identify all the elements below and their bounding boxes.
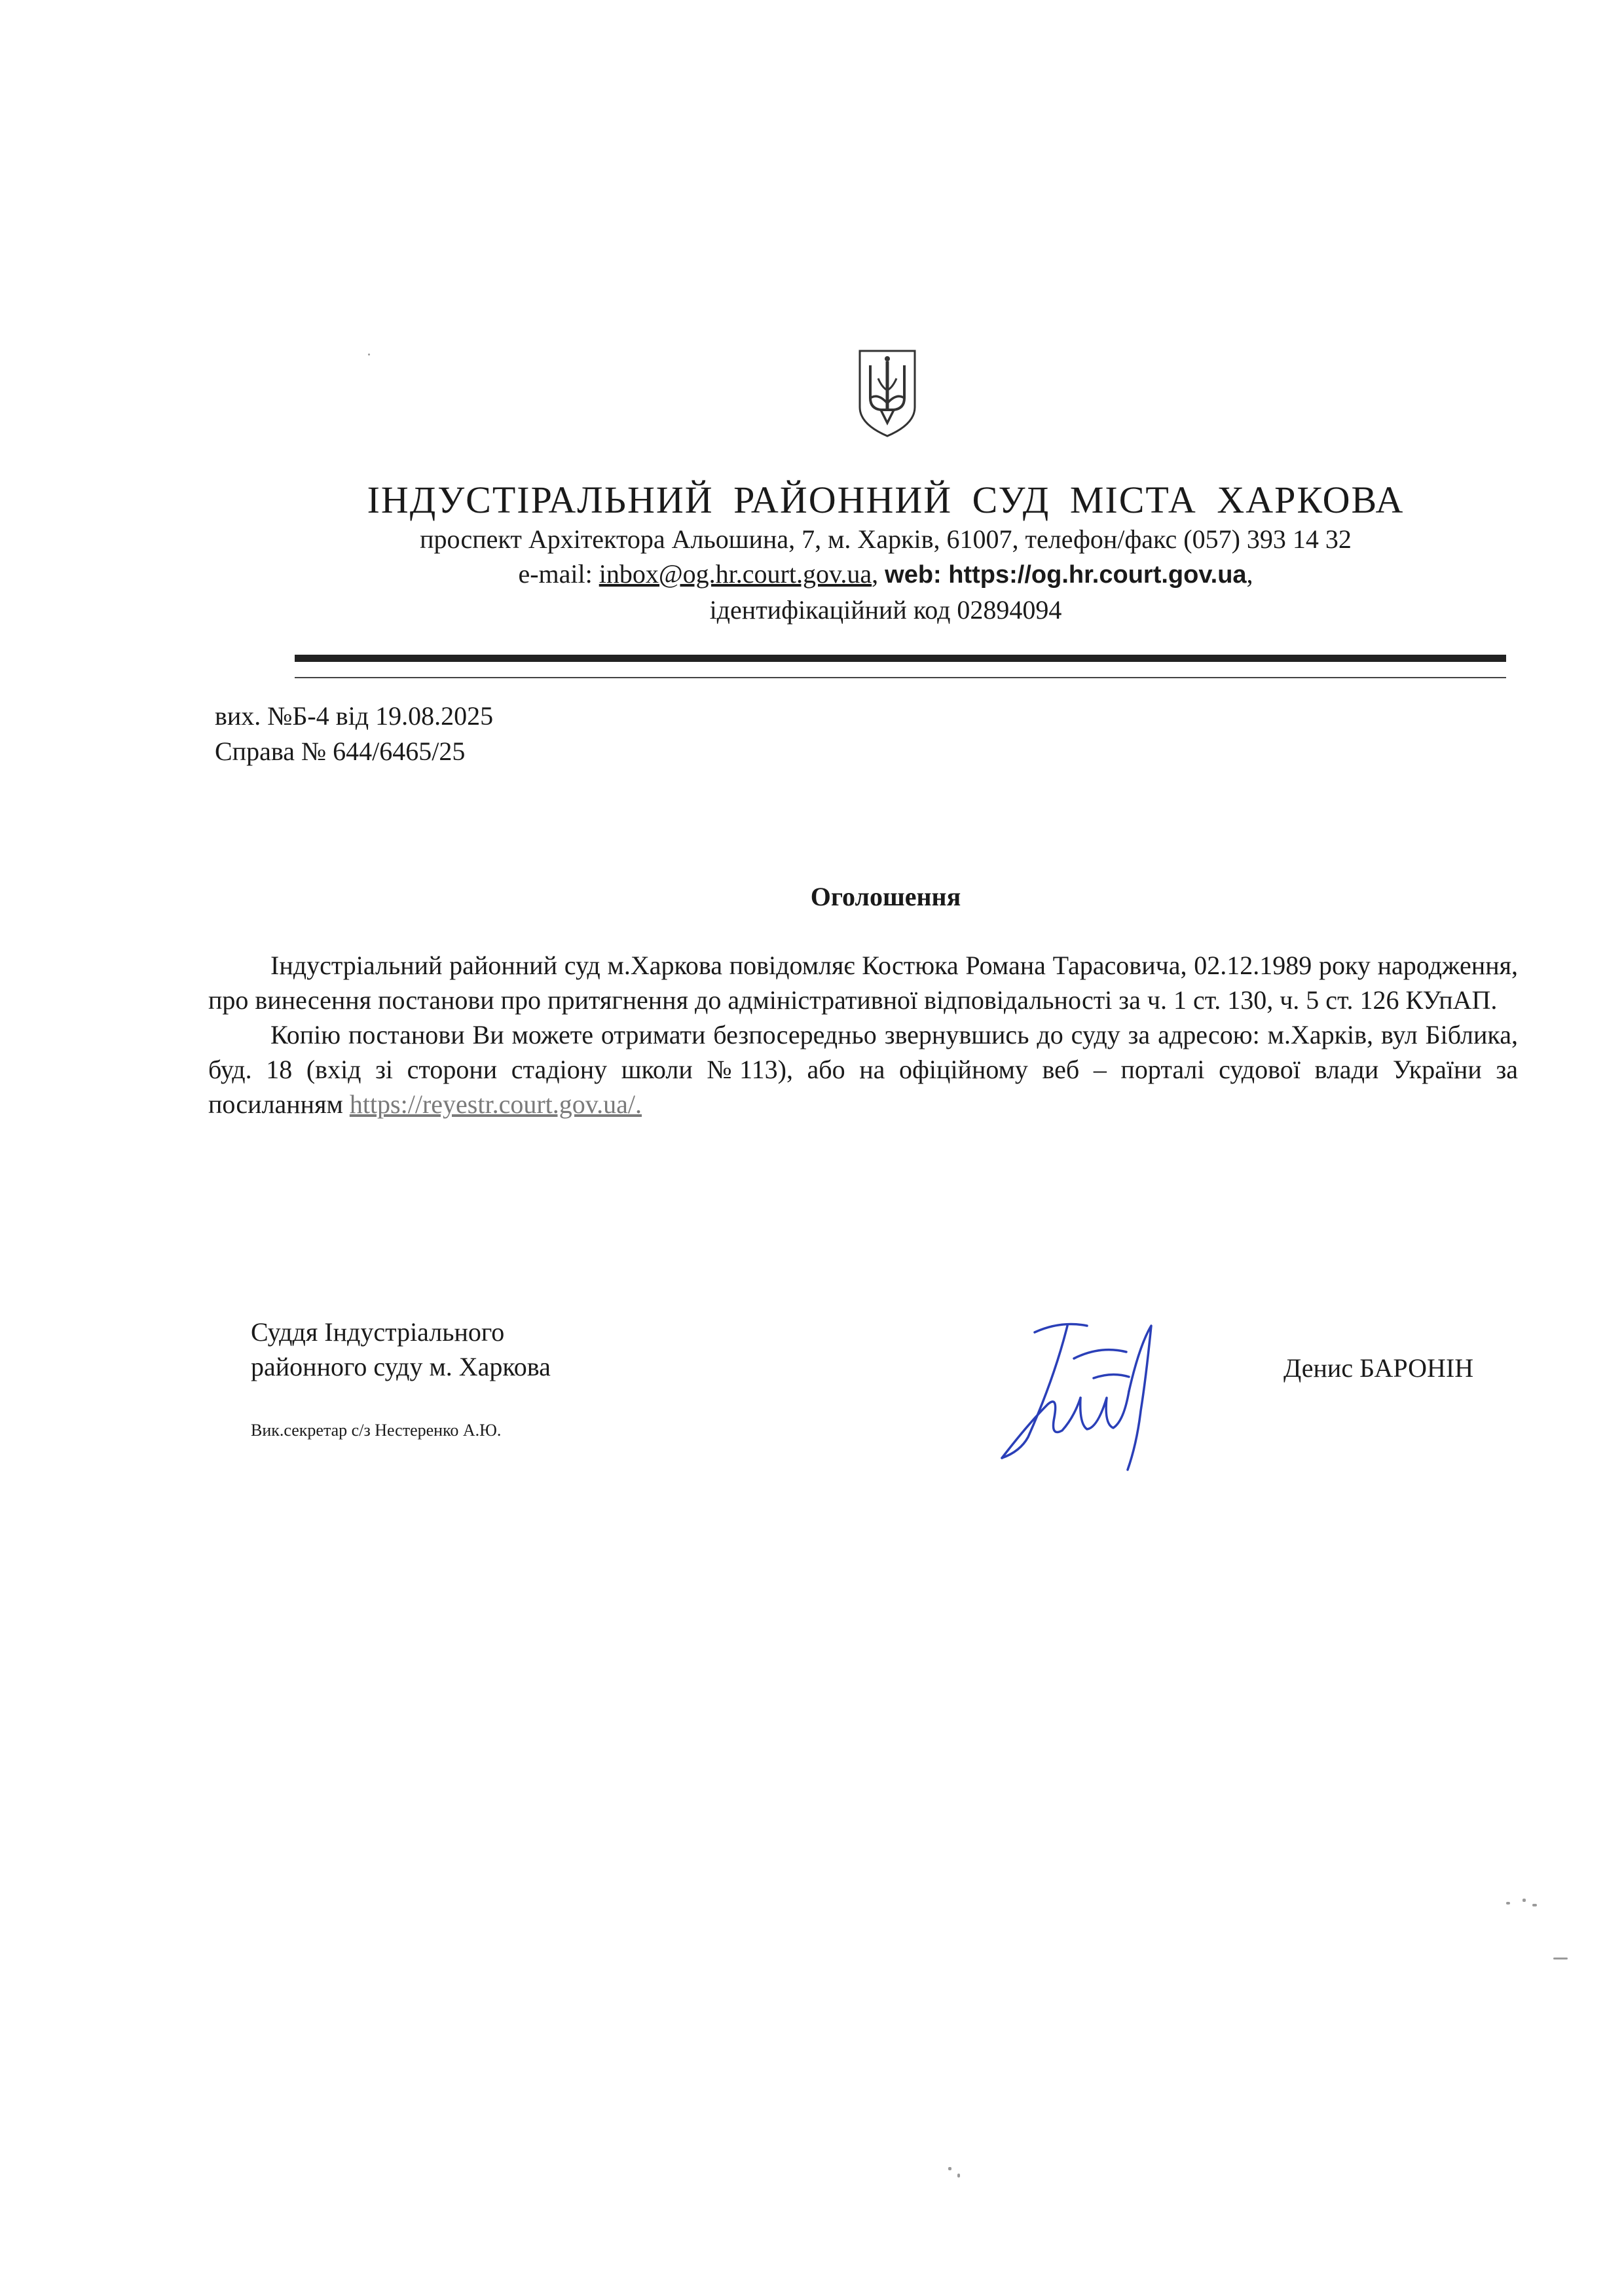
web-separator: , <box>872 559 885 589</box>
signer-position-line-2: районного суду м. Харкова <box>251 1352 551 1381</box>
web-trailing: , <box>1246 559 1253 589</box>
notice-paragraph-2 <box>208 1017 1518 1121</box>
outgoing-number: вих. №Б-4 від 19.08.2025 <box>215 701 494 731</box>
notice-title: Оголошення <box>810 882 961 911</box>
notice-body <box>208 948 1518 1121</box>
handwritten-signature <box>989 1306 1185 1476</box>
email-link[interactable]: inbox@og.hr.court.gov.ua <box>599 559 872 589</box>
scan-speck <box>957 2174 960 2178</box>
id-code: ідентифікаційний код 02894094 <box>709 595 1062 625</box>
registry-link[interactable]: https://reyestr.court.gov.ua/. <box>349 1089 642 1119</box>
web-label: web: <box>885 561 949 589</box>
scan-speck <box>1532 1904 1537 1906</box>
court-address: проспект Архітектора Альошина, 7, м. Харків, 61007, телефон/факс (057) 393 14 32 <box>420 524 1352 554</box>
court-name: ІНДУСТІРАЛЬНИЙ РАЙОННИЙ СУД МІСТА ХАРКОВА <box>367 479 1405 521</box>
scan-speck <box>368 354 370 355</box>
notice-paragraph-2-text: Копію постанови Ви можете отримати безпосередньо звернувшись до суду за адресою: м.Харків, вул Біблика, буд. 18 (вхід зі сторони стадіону школи №113), або на офіційному веб – порталі судової влади України за посиланням <box>208 1020 1518 1119</box>
scan-speck <box>1506 1902 1510 1904</box>
email-label: e-mail: <box>518 559 599 589</box>
scan-speck <box>948 2167 951 2170</box>
signer-position-line-1: Суддя Індустріального <box>251 1317 505 1347</box>
scan-speck <box>1553 1958 1568 1959</box>
trident-icon <box>855 347 920 439</box>
court-contacts <box>0 558 1624 589</box>
signer-name: Денис БАРОНІН <box>1283 1353 1474 1383</box>
header-rule-thin <box>295 677 1506 678</box>
case-number: Справа № 644/6465/25 <box>215 737 466 766</box>
signer-position <box>251 1315 551 1384</box>
header-rule-thick <box>295 655 1506 662</box>
notice-paragraph-1: Індустріальний районний суд м.Харкова повідомляє Костюка Романа Тарасовича, 02.12.1989 року народження, про винесення постанови про притягнення до адміністративної відповідальності за ч. 1 ст. 130, ч. 5 ст. 126 КУпАП. <box>208 951 1518 1015</box>
scan-speck <box>1522 1899 1526 1902</box>
web-url[interactable]: https://og.hr.court.gov.ua <box>948 561 1247 589</box>
secretary-note: Вик.секретар с/з Нестеренко А.Ю. <box>251 1421 502 1440</box>
